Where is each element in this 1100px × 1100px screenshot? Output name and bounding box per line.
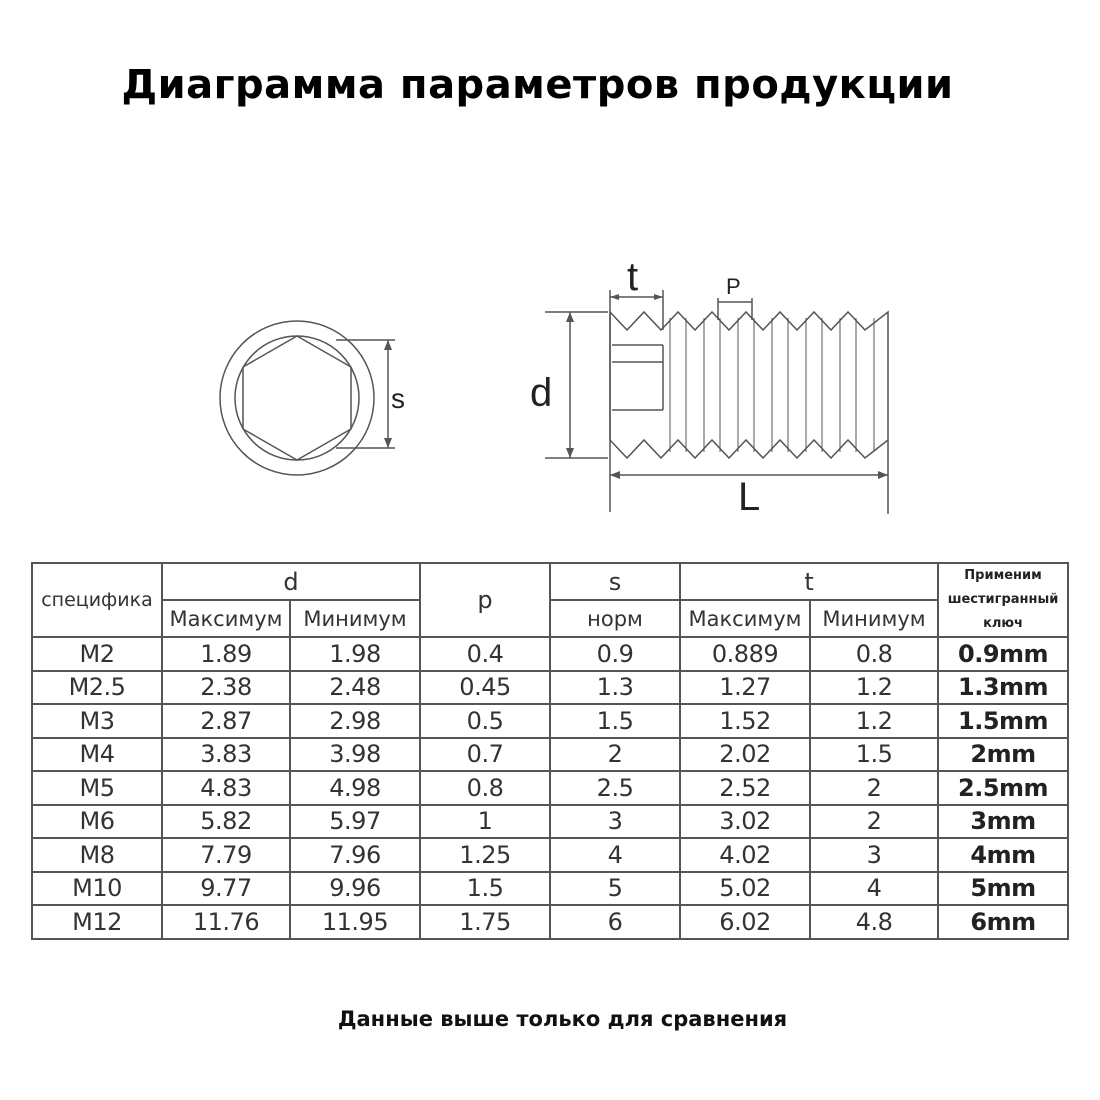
label-p: P bbox=[726, 274, 741, 299]
cell-d-min: 9.96 bbox=[290, 872, 420, 906]
cell-d-min: 4.98 bbox=[290, 771, 420, 805]
cell-p: 1.5 bbox=[420, 872, 550, 906]
end-view bbox=[220, 321, 395, 475]
cell-s: 2 bbox=[550, 738, 680, 772]
cell-d-min: 5.97 bbox=[290, 805, 420, 839]
header-wrench: Применим шестигранный ключ bbox=[938, 563, 1068, 637]
cell-t-max: 4.02 bbox=[680, 838, 810, 872]
table-row bbox=[32, 704, 1068, 738]
cell-spec: M2.5 bbox=[32, 671, 162, 705]
cell-t-min: 2 bbox=[810, 805, 938, 839]
cell-wrench: 3mm bbox=[938, 805, 1068, 839]
header-t: t bbox=[680, 563, 938, 600]
cell-d-max: 7.79 bbox=[162, 838, 290, 872]
cell-p: 0.45 bbox=[420, 671, 550, 705]
header-t-max: Максимум bbox=[680, 600, 810, 637]
header-row-1 bbox=[32, 563, 1068, 600]
header-spec: специфика bbox=[32, 563, 162, 637]
cell-p: 0.4 bbox=[420, 637, 550, 671]
cell-wrench: 2mm bbox=[938, 738, 1068, 772]
header-row-2 bbox=[32, 600, 1068, 637]
table-row bbox=[32, 838, 1068, 872]
header-t-min: Минимум bbox=[810, 600, 938, 637]
spec-table bbox=[31, 562, 1069, 940]
cell-p: 1.75 bbox=[420, 905, 550, 939]
cell-d-max: 2.87 bbox=[162, 704, 290, 738]
cell-d-max: 3.83 bbox=[162, 738, 290, 772]
cell-s: 1.3 bbox=[550, 671, 680, 705]
label-t: t bbox=[627, 255, 639, 299]
cell-spec: M6 bbox=[32, 805, 162, 839]
cell-wrench: 4mm bbox=[938, 838, 1068, 872]
cell-d-min: 7.96 bbox=[290, 838, 420, 872]
header-s: s bbox=[550, 563, 680, 600]
cell-spec: M3 bbox=[32, 704, 162, 738]
cell-spec: M2 bbox=[32, 637, 162, 671]
cell-d-max: 11.76 bbox=[162, 905, 290, 939]
cell-p: 0.7 bbox=[420, 738, 550, 772]
cell-t-max: 5.02 bbox=[680, 872, 810, 906]
cell-d-max: 1.89 bbox=[162, 637, 290, 671]
label-s: s bbox=[391, 383, 405, 414]
cell-d-min: 11.95 bbox=[290, 905, 420, 939]
cell-s: 1.5 bbox=[550, 704, 680, 738]
cell-t-max: 2.52 bbox=[680, 771, 810, 805]
cell-s: 0.9 bbox=[550, 637, 680, 671]
cell-wrench: 2.5mm bbox=[938, 771, 1068, 805]
cell-wrench: 6mm bbox=[938, 905, 1068, 939]
cell-d-min: 1.98 bbox=[290, 637, 420, 671]
label-l: L bbox=[738, 475, 761, 519]
cell-p: 0.8 bbox=[420, 771, 550, 805]
cell-t-min: 1.5 bbox=[810, 738, 938, 772]
cell-d-min: 3.98 bbox=[290, 738, 420, 772]
table-row bbox=[32, 872, 1068, 906]
cell-t-max: 3.02 bbox=[680, 805, 810, 839]
cell-t-min: 2 bbox=[810, 771, 938, 805]
cell-p: 1.25 bbox=[420, 838, 550, 872]
cell-wrench: 1.3mm bbox=[938, 671, 1068, 705]
cell-p: 1 bbox=[420, 805, 550, 839]
cell-s: 6 bbox=[550, 905, 680, 939]
cell-s: 3 bbox=[550, 805, 680, 839]
table-row bbox=[32, 771, 1068, 805]
cell-wrench: 5mm bbox=[938, 872, 1068, 906]
header-p: p bbox=[420, 563, 550, 637]
cell-spec: M5 bbox=[32, 771, 162, 805]
cell-t-max: 0.889 bbox=[680, 637, 810, 671]
header-d: d bbox=[162, 563, 420, 600]
hex-socket-icon bbox=[243, 336, 351, 460]
cell-p: 0.5 bbox=[420, 704, 550, 738]
header-d-max: Максимум bbox=[162, 600, 290, 637]
cell-t-min: 0.8 bbox=[810, 637, 938, 671]
cell-spec: M10 bbox=[32, 872, 162, 906]
table-row bbox=[32, 671, 1068, 705]
table-row bbox=[32, 805, 1068, 839]
table-row bbox=[32, 905, 1068, 939]
cell-t-min: 3 bbox=[810, 838, 938, 872]
cell-s: 5 bbox=[550, 872, 680, 906]
cell-wrench: 1.5mm bbox=[938, 704, 1068, 738]
cell-t-max: 1.52 bbox=[680, 704, 810, 738]
page-title: Диаграмма параметров продукции bbox=[121, 62, 954, 108]
cell-t-min: 1.2 bbox=[810, 671, 938, 705]
cell-d-max: 4.83 bbox=[162, 771, 290, 805]
cell-t-min: 4 bbox=[810, 872, 938, 906]
cell-t-min: 4.8 bbox=[810, 905, 938, 939]
cell-t-max: 1.27 bbox=[680, 671, 810, 705]
set-screw-drawing bbox=[0, 240, 1100, 530]
cell-d-max: 9.77 bbox=[162, 872, 290, 906]
cell-s: 2.5 bbox=[550, 771, 680, 805]
cell-d-max: 2.38 bbox=[162, 671, 290, 705]
cell-spec: M12 bbox=[32, 905, 162, 939]
cell-t-max: 6.02 bbox=[680, 905, 810, 939]
label-d: d bbox=[530, 371, 553, 415]
cell-s: 4 bbox=[550, 838, 680, 872]
table-row bbox=[32, 738, 1068, 772]
cell-d-max: 5.82 bbox=[162, 805, 290, 839]
cell-spec: M8 bbox=[32, 838, 162, 872]
cell-t-min: 1.2 bbox=[810, 704, 938, 738]
cell-t-max: 2.02 bbox=[680, 738, 810, 772]
header-s-norm: норм bbox=[550, 600, 680, 637]
footnote: Данные выше только для сравнения bbox=[337, 1007, 788, 1031]
cell-d-min: 2.98 bbox=[290, 704, 420, 738]
header-d-min: Минимум bbox=[290, 600, 420, 637]
cell-wrench: 0.9mm bbox=[938, 637, 1068, 671]
cell-spec: M4 bbox=[32, 738, 162, 772]
cell-d-min: 2.48 bbox=[290, 671, 420, 705]
table-row bbox=[32, 637, 1068, 671]
side-view bbox=[545, 290, 888, 514]
